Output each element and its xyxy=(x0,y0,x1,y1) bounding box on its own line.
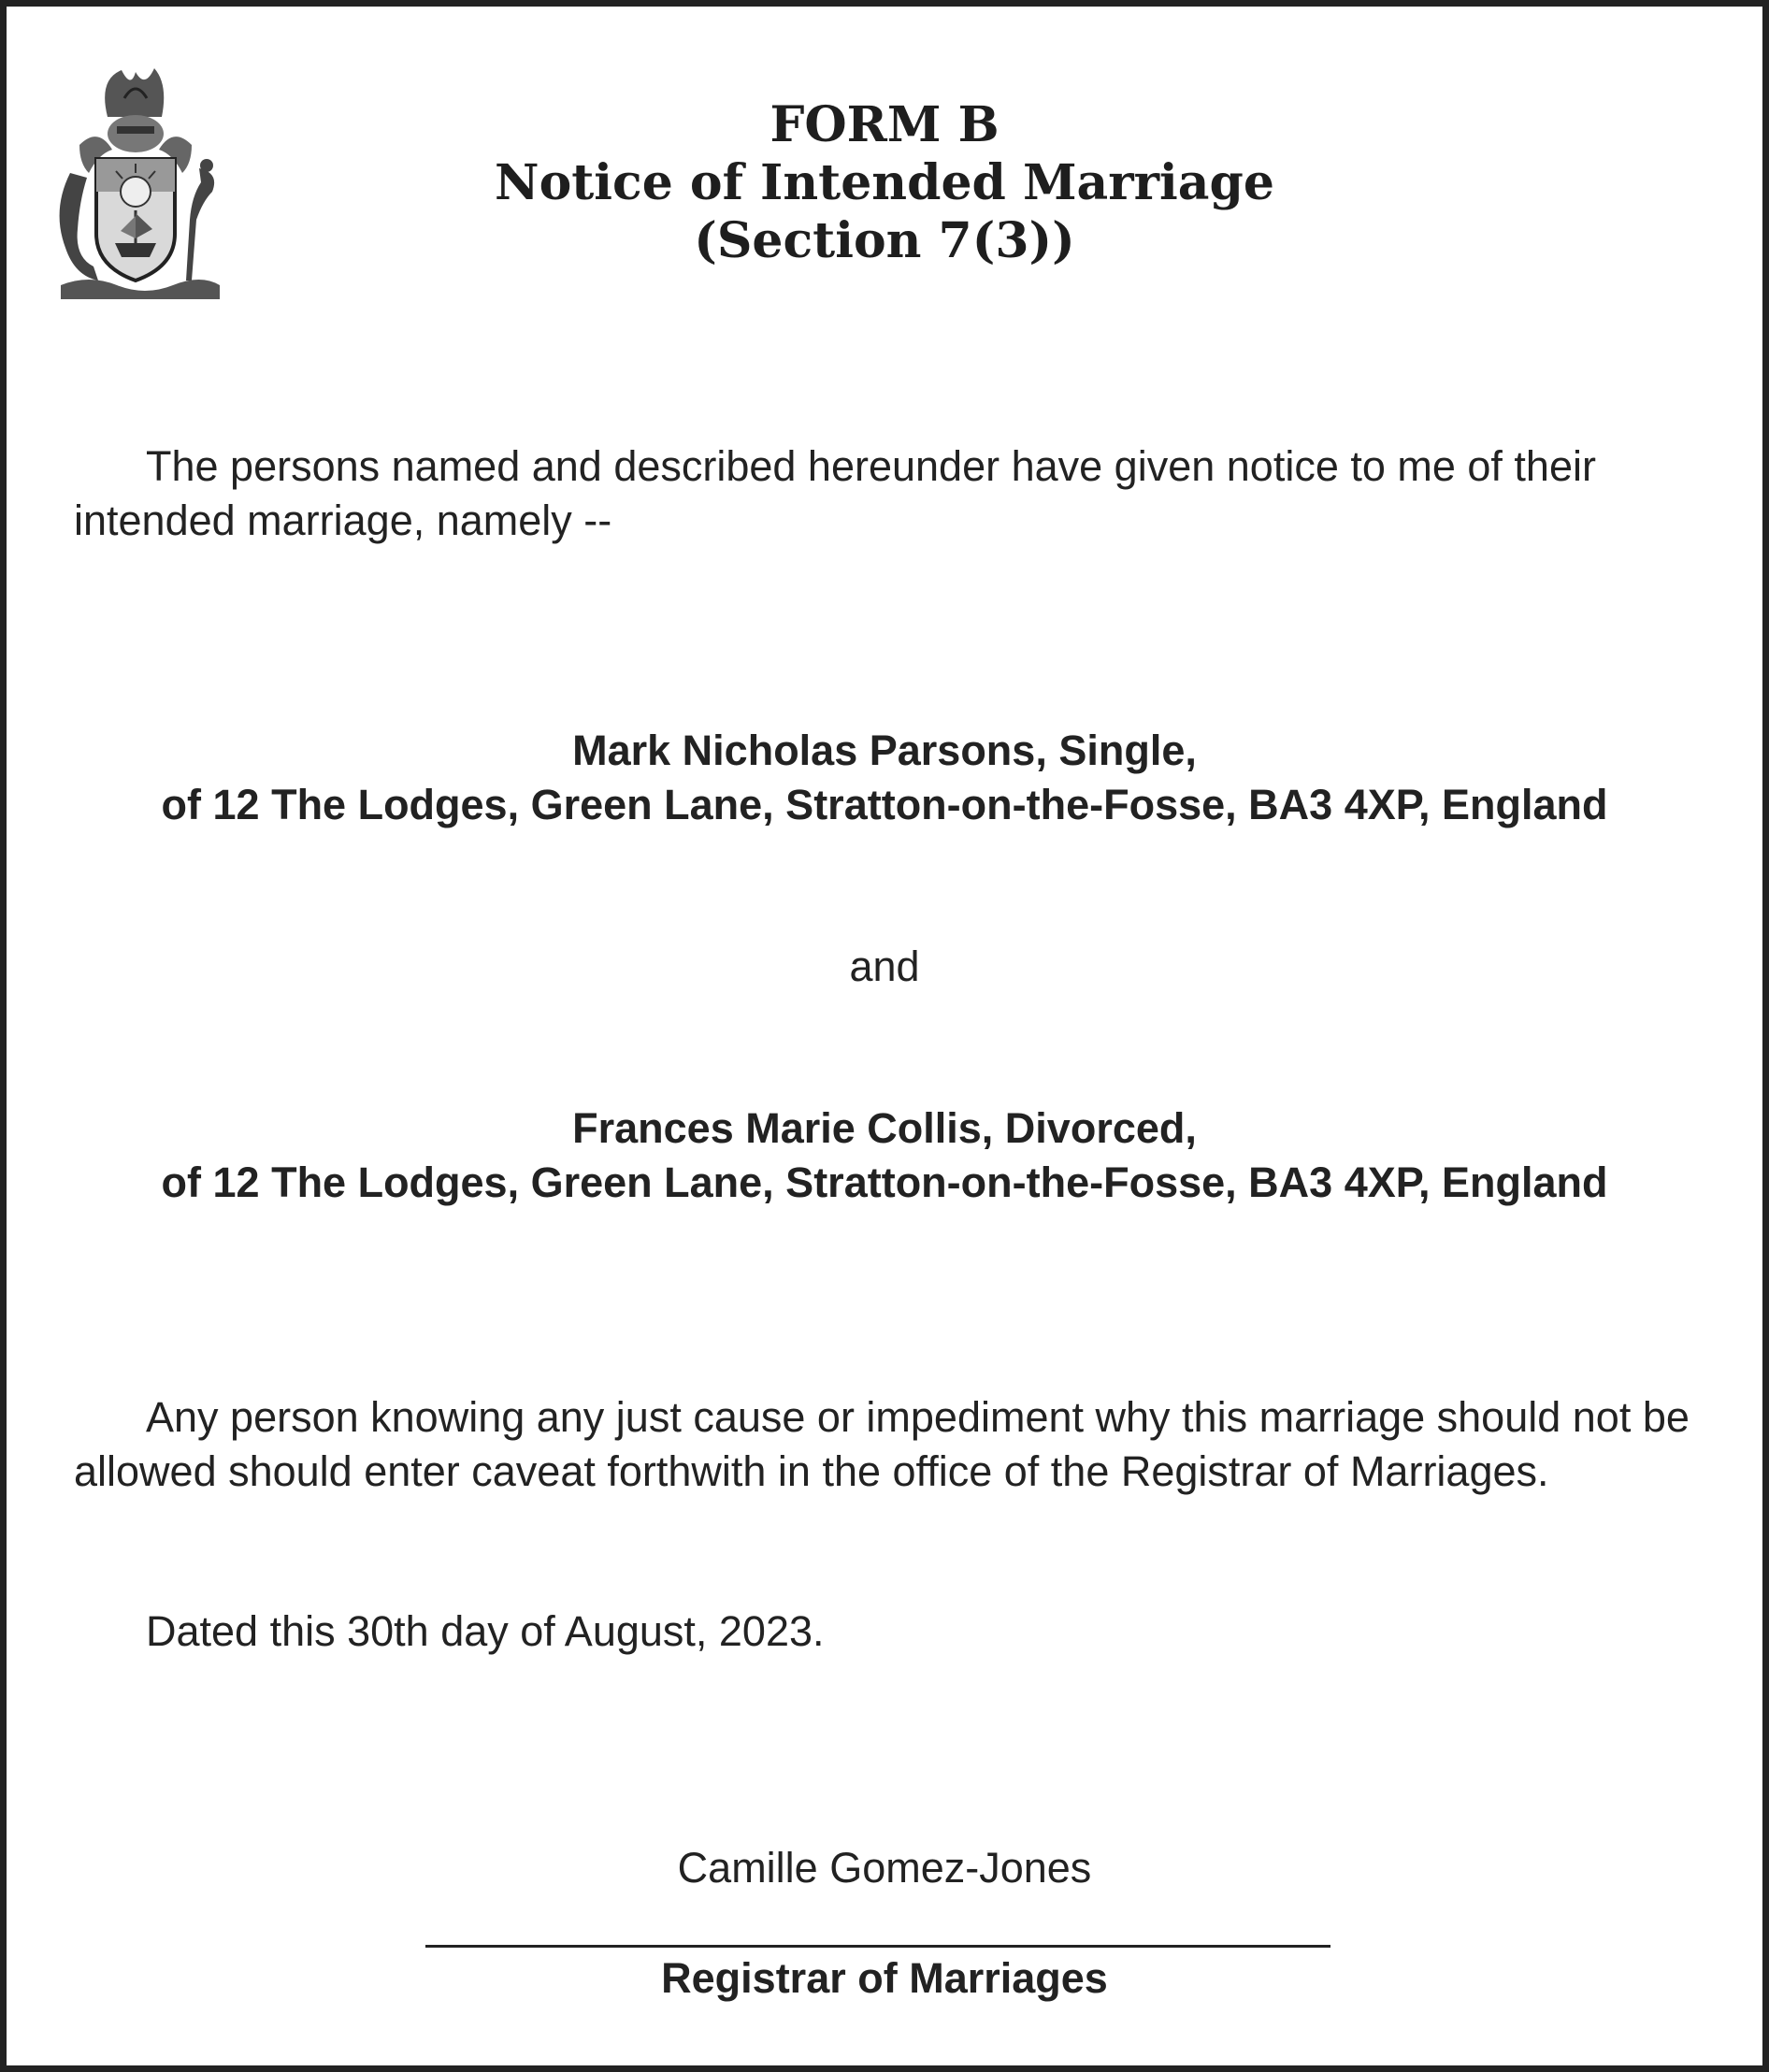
signatory-name: Camille Gomez-Jones xyxy=(677,1844,1092,1892)
form-label: FORM B xyxy=(769,96,1000,153)
party1-name: Mark Nicholas Parsons, Single, xyxy=(572,727,1197,774)
party2-address: of 12 The Lodges, Green Lane, Stratton-on-the-Fosse, BA3 4XP, England xyxy=(161,1158,1608,1206)
party1-address: of 12 The Lodges, Green Lane, Stratton-on-the-Fosse, BA3 4XP, England xyxy=(161,781,1608,828)
party2-name: Frances Marie Collis, Divorced, xyxy=(572,1104,1197,1152)
notice-title: Notice of Intended Marriage xyxy=(495,154,1274,211)
conjunction: and xyxy=(849,942,920,990)
dated-line: Dated this 30th day of August, 2023. xyxy=(146,1607,825,1655)
intro-paragraph: The persons named and described hereunder have given notice to me of their intended marriage, namely -- xyxy=(74,442,1596,544)
signatory-title: Registrar of Marriages xyxy=(661,1954,1108,2002)
signature-line xyxy=(425,1945,1330,1948)
form-header xyxy=(7,96,1762,270)
caveat-paragraph: Any person knowing any just cause or impediment why this marriage should not be allowed should enter caveat forthwith in the office of the Registrar of Marriages. xyxy=(74,1393,1690,1495)
section-reference: (Section 7(3)) xyxy=(694,212,1075,269)
